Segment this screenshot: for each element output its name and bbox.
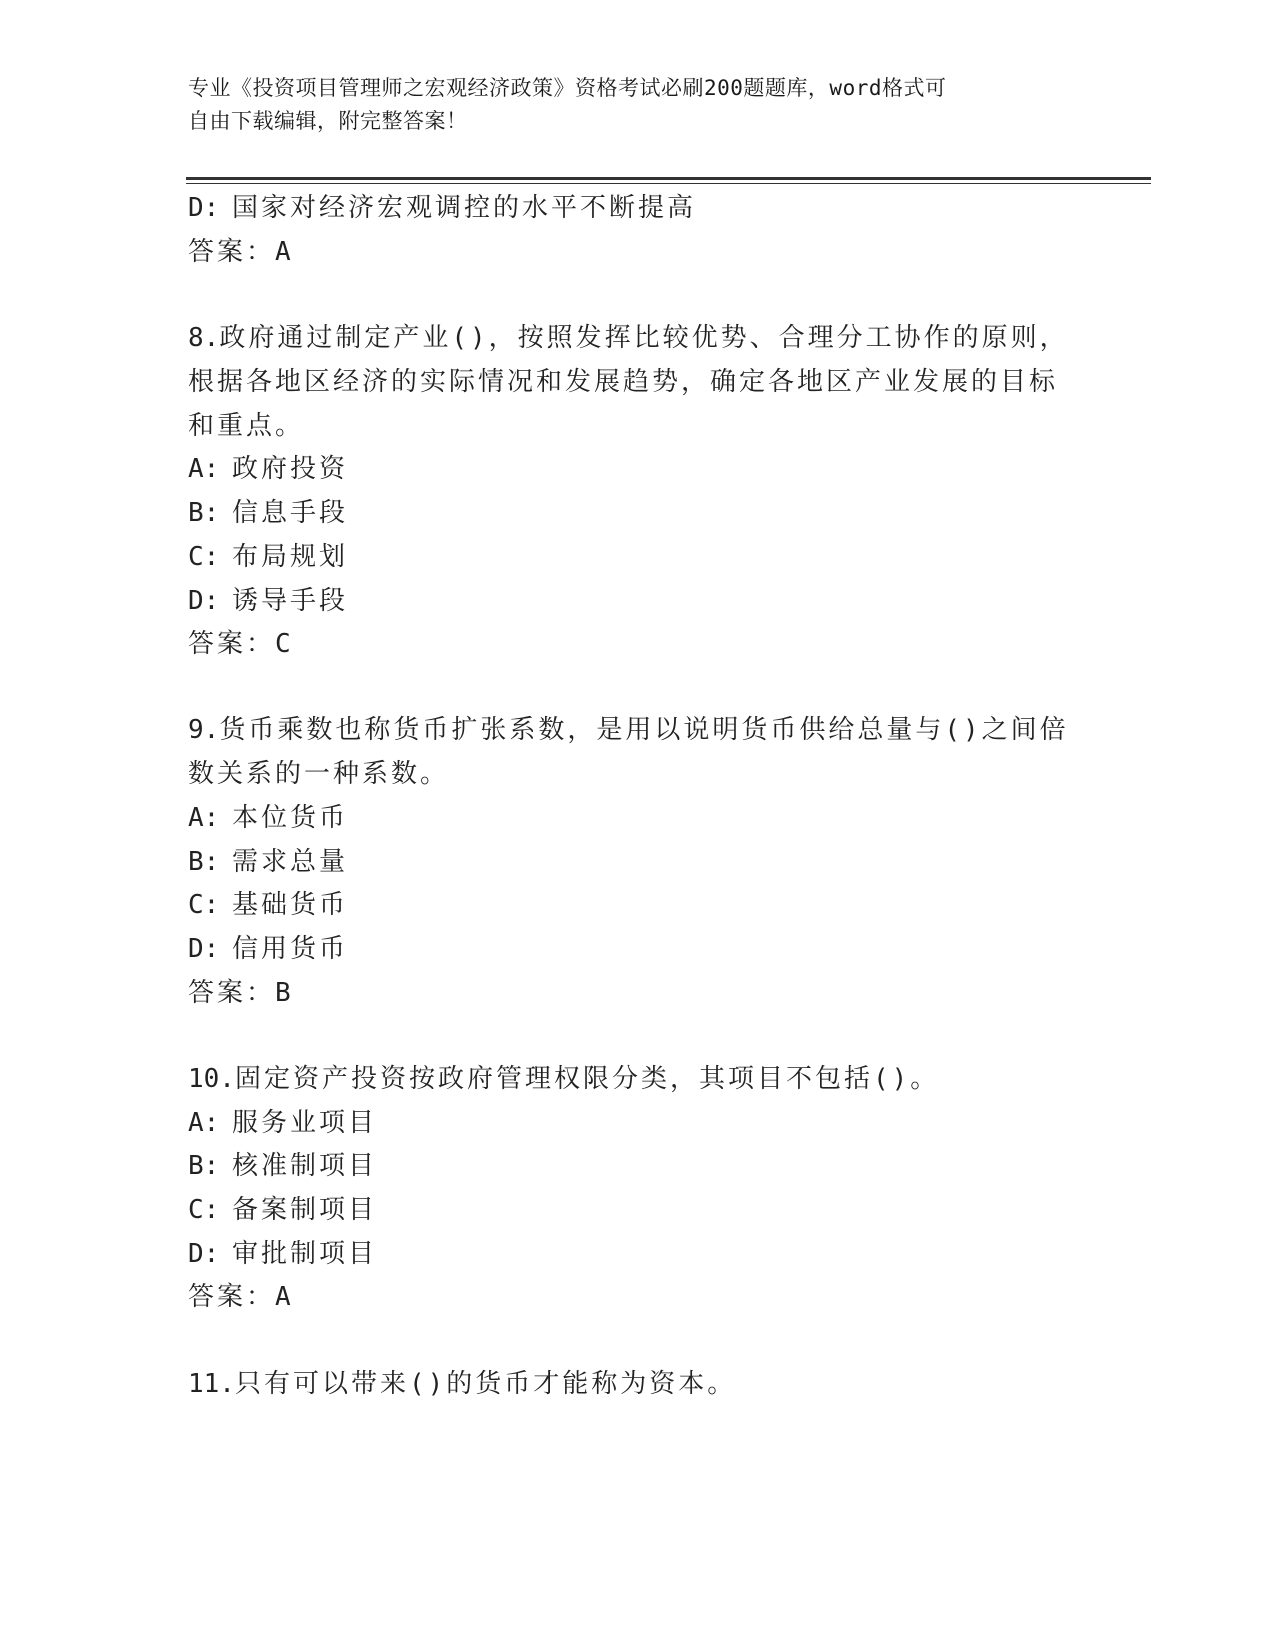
- option-letter: D:: [188, 193, 220, 223]
- question-9-option-b: [188, 845, 348, 879]
- question-10-option-c: [188, 1193, 377, 1227]
- header-line-1: 专业《投资项目管理师之宏观经济政策》资格考试必刷200题题库，word格式可: [188, 76, 947, 100]
- header-line-2: 自由下载编辑，附完整答案！: [188, 109, 468, 133]
- option-text: 服务业项目: [232, 1108, 378, 1138]
- question-8-line-1: [188, 321, 1069, 355]
- question-number: 9.: [188, 715, 220, 745]
- option-letter: B:: [188, 1151, 220, 1181]
- option-letter: D:: [188, 934, 220, 964]
- question-text: 只有可以带来()的货币才能称为资本。: [234, 1369, 737, 1399]
- question-8-option-c: [188, 540, 348, 574]
- question-10-option-a: [188, 1106, 377, 1140]
- option-letter: B:: [188, 847, 220, 877]
- question-9-option-d: [188, 932, 348, 966]
- question-9-option-c: [188, 888, 348, 922]
- prev-answer: 答案：A: [188, 237, 294, 267]
- option-letter: A:: [188, 454, 220, 484]
- option-letter: C:: [188, 890, 220, 920]
- option-text: 本位货币: [232, 803, 349, 833]
- question-8-option-a: [188, 452, 348, 486]
- option-text: 信用货币: [232, 934, 349, 964]
- option-letter: D:: [188, 586, 220, 616]
- option-text: 信息手段: [232, 498, 349, 528]
- prev-option-d: [188, 191, 696, 225]
- option-letter: D:: [188, 1239, 220, 1269]
- question-number: 8.: [188, 323, 220, 353]
- option-letter: B:: [188, 498, 220, 528]
- option-text: 审批制项目: [232, 1239, 378, 1269]
- option-letter: A:: [188, 803, 220, 833]
- document-header: [188, 72, 1068, 138]
- question-text: 货币乘数也称货币扩张系数，是用以说明货币供给总量与()之间倍: [219, 715, 1069, 745]
- question-10-option-d: [188, 1237, 377, 1271]
- option-text: 国家对经济宏观调控的水平不断提高: [232, 193, 697, 223]
- question-10-answer: 答案：A: [188, 1282, 294, 1312]
- question-text: 固定资产投资按政府管理权限分类，其项目不包括()。: [234, 1064, 940, 1094]
- question-10-option-b: [188, 1149, 377, 1183]
- option-text: 政府投资: [232, 454, 349, 484]
- question-8-answer: 答案：C: [188, 629, 294, 659]
- option-letter: A:: [188, 1108, 220, 1138]
- question-11-line-1: [188, 1367, 736, 1401]
- question-8-option-b: [188, 496, 348, 530]
- option-letter: C:: [188, 1195, 220, 1225]
- option-text: 需求总量: [232, 847, 349, 877]
- header-rule: [186, 177, 1151, 180]
- question-number: 11.: [188, 1369, 235, 1399]
- question-text: 政府通过制定产业()，按照发挥比较优势、合理分工协作的原则，: [219, 323, 1069, 353]
- question-8-line-3: 和重点。: [188, 411, 305, 441]
- header-rule-thin: [186, 183, 1151, 184]
- question-9-line-1: [188, 713, 1069, 747]
- question-8-option-d: [188, 584, 348, 618]
- option-text: 备案制项目: [232, 1195, 378, 1225]
- option-text: 核准制项目: [232, 1151, 378, 1181]
- option-text: 基础货币: [232, 890, 349, 920]
- option-text: 布局规划: [232, 542, 349, 572]
- option-text: 诱导手段: [232, 586, 349, 616]
- question-9-line-2: 数关系的一种系数。: [188, 759, 450, 789]
- question-8-line-2: 根据各地区经济的实际情况和发展趋势，确定各地区产业发展的目标: [188, 367, 1059, 397]
- option-letter: C:: [188, 542, 220, 572]
- question-10-line-1: [188, 1062, 939, 1096]
- question-9-option-a: [188, 801, 348, 835]
- question-number: 10.: [188, 1064, 235, 1094]
- question-9-answer: 答案：B: [188, 978, 294, 1008]
